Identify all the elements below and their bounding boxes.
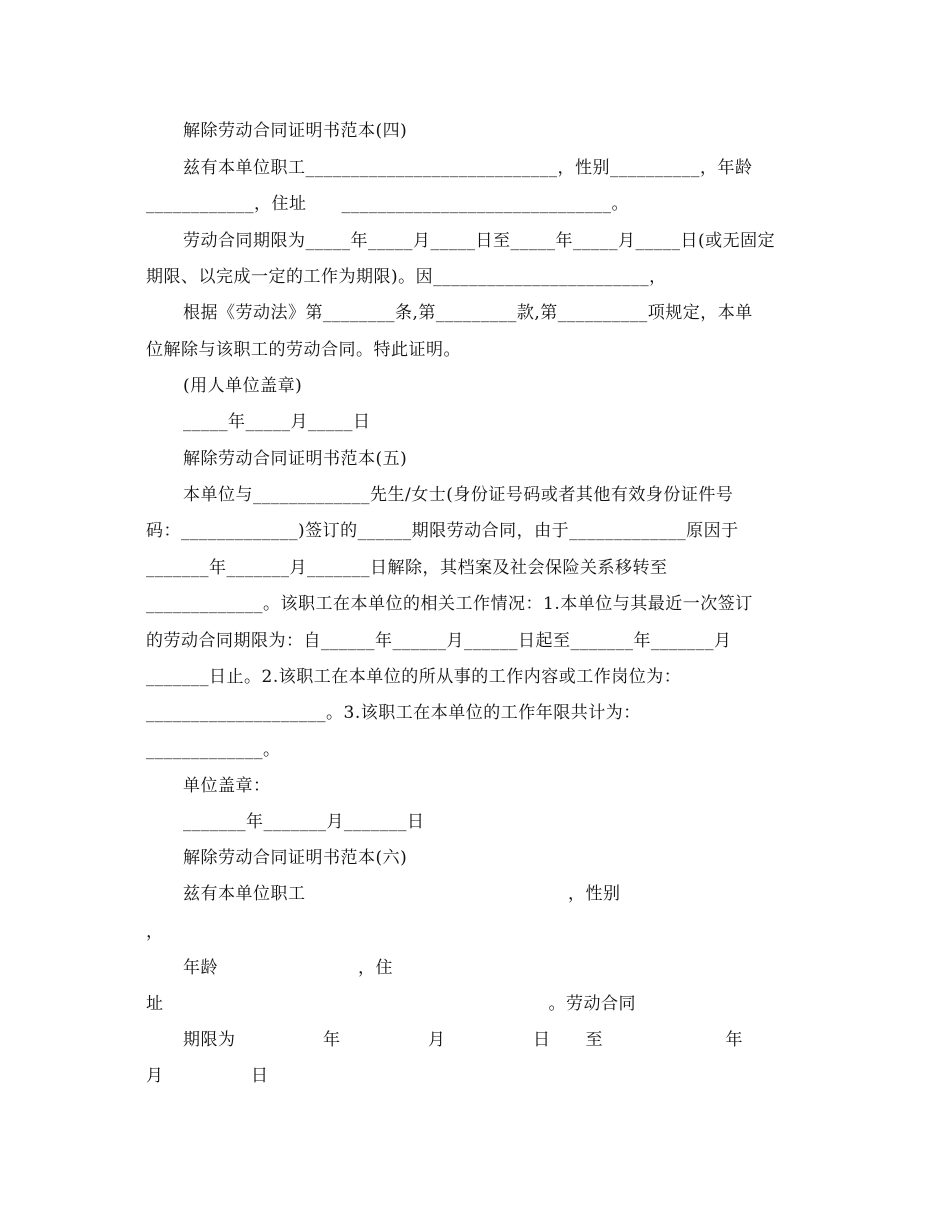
- paragraph-line: 劳动合同期限为_____年_____月_____日至_____年_____月_____日(或无固定: [183, 231, 776, 251]
- paragraph-line: 期限、以完成一定的工作为期限)。因________________________，: [146, 267, 667, 287]
- heading-sample-5: 解除劳动合同证明书范本(五): [183, 449, 408, 469]
- paragraph-line: ____________，住址 ______________________________。: [146, 194, 629, 214]
- paragraph-line: 根据《劳动法》第________条,第_________款,第__________项规定，本单: [183, 303, 753, 323]
- paragraph-line: 期限为 年 月 日 至 年: [183, 1030, 743, 1050]
- paragraph-line: ____________________。3.该职工在本单位的工作年限共计为：: [146, 703, 641, 723]
- paragraph-line: _____________。: [146, 740, 281, 760]
- stamp-label: 单位盖章：: [183, 776, 271, 796]
- paragraph-line: 的劳动合同期限为：自______年______月______日起至_______年_______月: [146, 631, 732, 651]
- paragraph-line: 位解除与该职工的劳动合同。特此证明。: [146, 340, 461, 360]
- paragraph-line: _______日止。2.该职工在本单位的所从事的工作内容或工作岗位为：: [146, 667, 682, 687]
- paragraph-line: ，: [146, 922, 164, 942]
- paragraph-line: 兹有本单位职工____________________________，性别__________，年龄: [183, 158, 753, 178]
- paragraph-line: 月 日: [146, 1066, 269, 1086]
- paragraph-line: 本单位与_____________先生/女士(身份证号码或者其他有效身份证件号: [183, 485, 734, 505]
- date-line: _____年_____月_____日: [183, 412, 371, 432]
- heading-sample-4: 解除劳动合同证明书范本(四): [183, 121, 408, 141]
- paragraph-line: 码：_____________)签订的______期限劳动合同，由于_____________原因于: [146, 521, 739, 541]
- date-line: _______年_______月_______日: [183, 812, 425, 832]
- heading-sample-6: 解除劳动合同证明书范本(六): [183, 848, 408, 868]
- paragraph-line: _______年_______月_______日解除，其档案及社会保险关系移转至: [146, 558, 668, 578]
- paragraph-line: _____________。该职工在本单位的相关工作情况：1.本单位与其最近一次签订: [146, 594, 753, 614]
- paragraph-line: 址 。劳动合同: [146, 994, 636, 1014]
- paragraph-line: 兹有本单位职工 ，性别: [183, 884, 621, 904]
- stamp-label: (用人单位盖章): [183, 376, 303, 396]
- paragraph-line: 年龄 ，住: [183, 958, 393, 978]
